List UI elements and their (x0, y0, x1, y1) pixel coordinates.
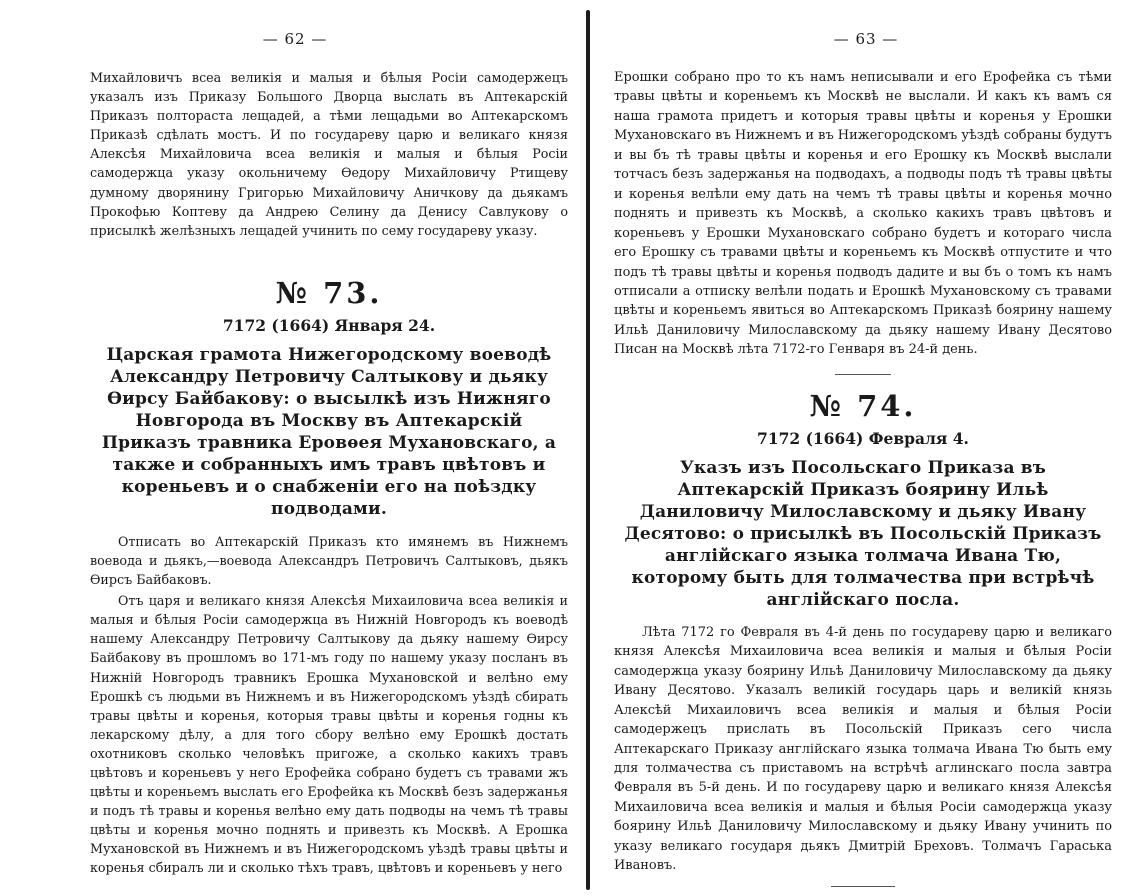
book-gutter (586, 10, 590, 890)
end-divider (831, 886, 895, 887)
document-title-74: Указъ изъ Посольскаго Приказа въ Аптекарскій Приказъ боярину Ильѣ Даниловичу Милославскому и дьяку Ивану Десятово: о присылкѣ въ Посольскій Приказъ англійскаго языка толмача Ивана Тю, которому быть для толмачества при встрѣчѣ англійскаго посла. (624, 457, 1102, 610)
document-number-74: № 74. (809, 388, 917, 423)
right-page (592, 0, 1140, 896)
document-body-73: Отъ царя и великаго князя Алексѣя Михаиловича всеа великія и малыя и бѣлыя Росіи самодержца въ Нижній Новгородъ къ воеводѣ нашему Александру Петровичу Салтыкову да дьяку нашему Ѳирсу Байбакову въ прошломъ во 171-мъ году по нашему указу посланъ въ Нижній Новгородъ травникъ Ерошка Мухановской и велѣно ему Ерошкѣ съ людьми въ Нижнемъ и въ Нижегородскомъ уѣздѣ сбирать травы цвѣты и коренья, которыя травы цвѣты и коренья годны къ лекарскому дѣлу, а для того сбору велѣно ему Ерошкѣ достать охотниковъ сколько человѣкъ пригоже, а сколько какихъ травъ цвѣтовъ и кореньевъ у него Ерофейка собрано будетъ съ травами жъ цвѣты и кореньемъ выслать его Ерофейка къ Москвѣ безъ задержанья и подъ тѣ травы и коренья велѣно ему дать подводы на чемъ тѣ травы цвѣты и коренья мочно поднять и привезть къ Москвѣ. А Ерошка Мухановской въ Нижнемъ и въ Нижегородскомъ уѣздѣ травы цвѣты и коренья сбиралъ ли и сколько тѣхъ травъ, цвѣтовъ и кореньевъ у него (90, 593, 568, 876)
left-column (90, 68, 568, 878)
document-title-73: Царская грамота Нижегородскому воеводѣ Александру Петровичу Салтыкову и дьяку Ѳирсу Байбакову: о высылкѣ изъ Нижняго Новгорода въ Москву въ Аптекарскій Приказъ травника Еровѳея Мухановскаго, а также и собранныхъ имъ травъ цвѣтовъ и кореньевъ и о снабженіи его на поѣздку подводами. (101, 344, 557, 519)
document-date-74: 7172 (1664) Февраля 4. (757, 428, 969, 448)
page-number-63: — 63 — (833, 30, 899, 48)
page-number-62: — 62 — (262, 30, 328, 48)
continuation-text: Михайловичъ всеа великія и малыя и бѣлыя Росіи самодержецъ указалъ изъ Приказу Большого Дворца выслать въ Аптекарскій Приказъ полтораста лещадей, а тѣми лещадьми во Аптекарскомъ Приказѣ сдѣлать мостъ. И по государеву царю и великаго князя Алексѣя Михайловича всеа великія и малыя и бѣлыя Росіи самодержца указу окольничему Ѳедору Михайловичу Ртищеву думному дворянину Григорью Михайловичу Аничкову да дьякамъ Прокофью Коптеву да Андрею Селину да Денису Савлукову о присылкѣ желѣзныхъ лещадей учинить по сему государеву указу. (90, 70, 568, 238)
address-note: Отписать во Аптекарскій Приказъ кто имянемъ въ Нижнемъ воевода и дьякъ,—воевода Александръ Петровичъ Салтыковъ, дьякъ Ѳирсъ Байбаковъ. (90, 533, 568, 588)
continuation-text-right: Ерошки собрано про то къ намъ неписывали и его Ерофейка съ тѣми травы цвѣты и кореньемъ къ Москвѣ не выслали. И какъ къ вамъ ся наша грамота придетъ и которыя травы цвѣты и коренья у Ерошки Мухановскаго въ Нижнемъ и въ Нижегородскомъ уѣздѣ собраны будутъ и вы бъ тѣ травы цвѣты и коренья и его Ерошку къ Москвѣ выслали тотчасъ безъ задержанья на подводахъ, а подводы подъ тѣ травы цвѣты и коренья велѣли ему дать на чемъ тѣ травы цвѣты и коренья мочно поднять и привезть къ Москвѣ, а сколько какихъ травъ цвѣтовъ и кореньевъ у Ерошки Мухановскаго собрано будетъ и котораго числа его Ерошку съ травами цвѣты и кореньемъ къ Москвѣ отпустите и что подъ тѣ травы цвѣты и коренья подводъ дадите и вы бъ о томъ къ намъ отписали а отписку велѣли подать и Ерошкѣ Мухановскому съ травами цвѣты и кореньемъ явиться во Аптекарскомъ Приказѣ боярину нашему Ильѣ Даниловичу Милославскому да дьяку нашему Ивану Десятово Писан на Москвѣ лѣта 7172-го Генваря въ 24-й день. (614, 70, 1112, 358)
document-date-73: 7172 (1664) Января 24. (222, 315, 436, 335)
right-column (614, 68, 1112, 887)
document-body-74: Лѣта 7172 го Февраля въ 4-й день по государеву царю и великаго князя Алексѣя Михаиловича всеа великія и малыя и бѣлыя Росіи самодержца указу боярину Ильѣ Даниловичу Милославскому да дьяку Ивану Десятово. Указалъ великій государь царь и великій князь Алексѣй Михаиловичъ всеа великія и малыя и бѣлыя Росіи самодержецъ прислать въ Посольскій Приказъ сего числа Аптекарскаго Приказу англійскаго языка толмача Ивана Тю быть ему для толмачества съ приставомъ на встрѣчѣ аглинскаго посла завтра Февраля въ 5-й день. И по государеву царю и великаго князя Алексѣя Михаиловича всеа великія и малыя и бѣлыя Росіи самодержца указу боярину Ильѣ Даниловичу Милославскому и дьяку Ивану учинить по указу великаго государя дьякъ Дмитрій Бреховъ. Толмачъ Гараська Ивановъ. (614, 624, 1112, 874)
document-number-73: № 73. (275, 275, 383, 310)
